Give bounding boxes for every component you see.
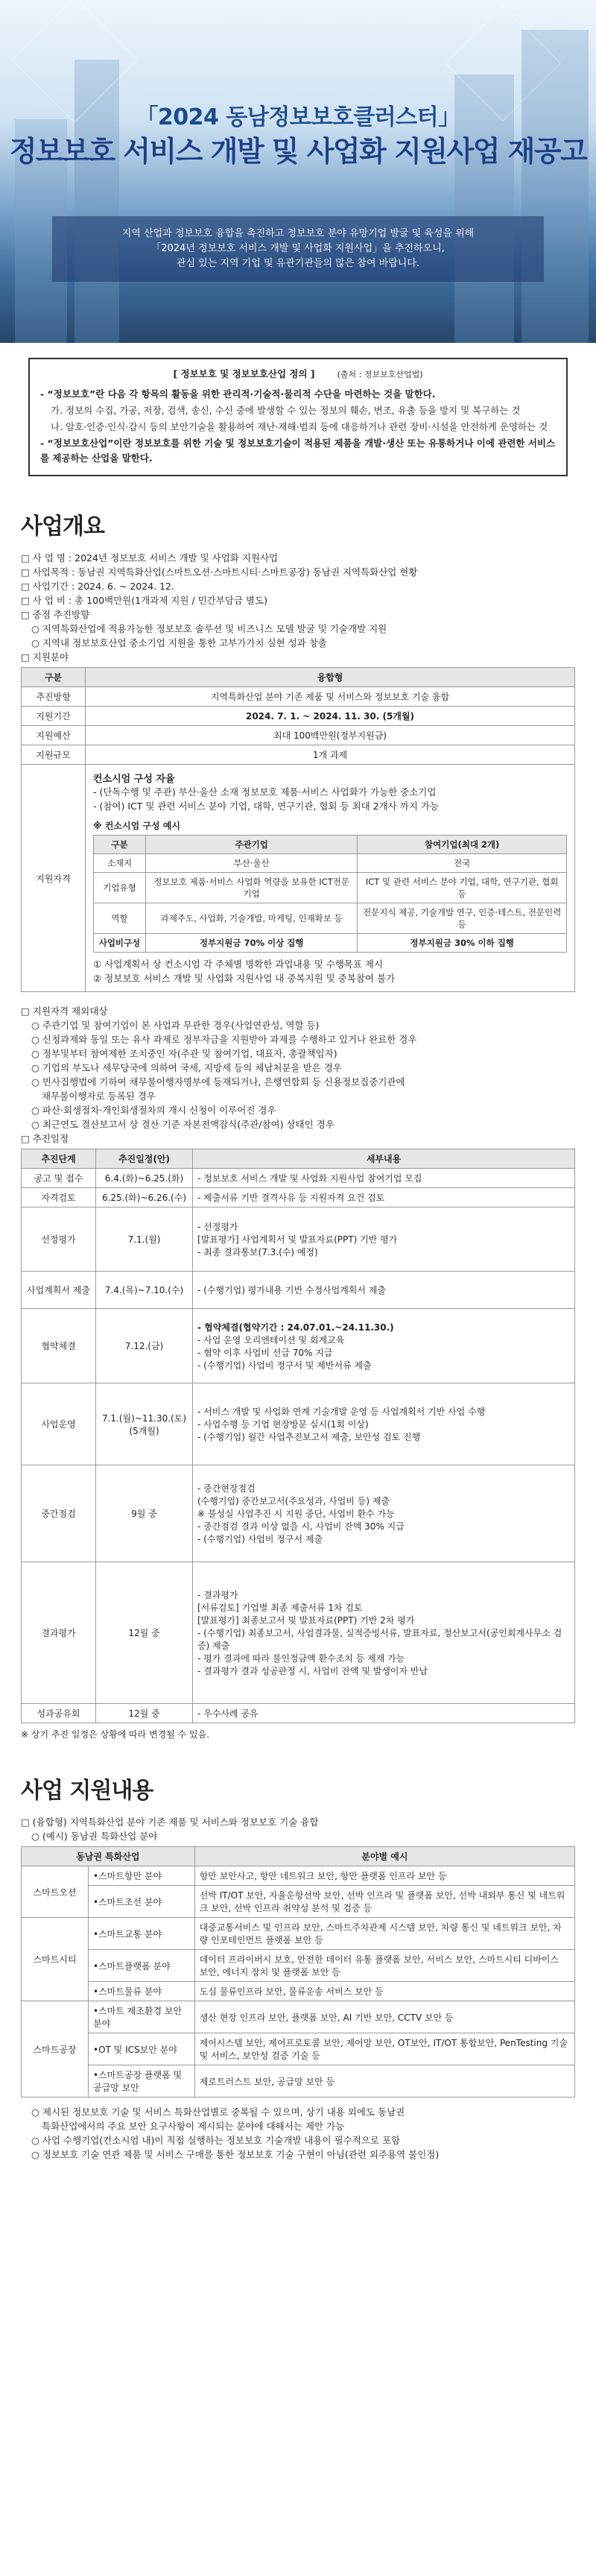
definition-line: 나. 암호·인증·인식·감시 등의 보안기술을 활용하여 재난·재해·범죄 등에 대응하거나 관련 장비·시설을 안전하게 운영하는 것: [51, 421, 548, 432]
hero-banner: [0, 0, 596, 343]
hero-description: 지역 산업과 정보보호 융합을 촉진하고 정보보호 분야 유망기업 발굴 및 육성을 위해 「2024년 정보보호 서비스 개발 및 사업화 지원사업」을 추진하오니, 관심 있는 지역 기업 및 유관기관들의 많은 참여 바랍니다.: [52, 216, 544, 282]
restrictions-block: □ 지원자격 제외대상 ○ 주관기업 및 참여기업이 본 사업과 무관한 경우(사업연관성, 역할 등) ○ 신청과제와 동일 또는 유사 과제로 정부자금을 지원받아 과제를 수행하고 있거나 완료한 경우 ○ 정부및부터 참여제한 조치중인 자(주관 및 참여기업, 대표자, 총괄책임자) ○ 기업의 부도나 세무당국에 의하여 국세, 지방세 등의 체납처분을 받은 경우 ○ 민사집행법에 기하여 채무불이행자명부에 등재되거나, 은행연합회 등 신용정보집중기관에 채무불이행자로 등록된 경우 ○ 파산·회생절차·개인회생절차의 개시 신청이 이루어진 경우 ○ 최근연도 결산보고서 상 결산 기준 자본전액잠식(주관/참여) 상태인 경우 □ 추진일정: [21, 1006, 417, 1144]
section-title-overview: 사업개요: [21, 514, 104, 540]
table-row: 공고 및 접수 6.4.(화)~6.25.(화) - 정보보호 서비스 개발 및 사업화 지원사업 참여기업 모집: [22, 1169, 575, 1188]
table-row: 선정평가 7.1.(월) - 선정평가 [발표평가] 사업계획서 및 발표자료(PPT) 기반 평가 - 최종 결과통보(7.3.(수) 예정): [22, 1208, 575, 1272]
overview-line: ○ 지역내 정보보호산업 중소기업 지원을 통한 고부가가치 실현 성과 창출: [31, 637, 327, 648]
table-row: 스마트시티 •스마트교통 분야 대중교통서비스 및 인프라 보안, 스마트주차관제 시스템 보안, 차량 통신 및 네트워크 보안, 차량 인포테인먼트 플랫폼 보안 등: [22, 1918, 575, 1950]
section-title-support: 사업 지원내용: [21, 1778, 153, 1804]
overview-line: □ 사업기간 : 2024. 6. ~ 2024. 12.: [21, 581, 174, 592]
table-row: 성과공유회 12월 중 - 우수사례 공유: [22, 1704, 575, 1723]
table-row: 자격검토 6.25.(화)~6.26.(수) - 제출서류 기반 결격사유 등 지원자격 요건 검토: [22, 1188, 575, 1208]
table-row: 스마트공장 •스마트 제조환경 보안 분야 생산 현장 인프라 보안, 플랫폼 보안, AI 기반 보안, CCTV 보안 등: [22, 2001, 575, 2033]
table-row: •스마트플랫폼 분야 데이터 프라이버시 보호, 안전한 데이터 유통 플랫폼 보안, 서비스 보안, 스마트시티 디바이스 보안, 에너지 장치 및 플랫폼 보안 등: [22, 1950, 575, 1982]
definition-line: 가. 정보의 수집, 가공, 저장, 검색, 송신, 수신 중에 발생할 수 있는 정보의 훼손, 변조, 유출 등을 방지 및 복구하는 것: [51, 405, 521, 416]
industry-table: 동남권 특화산업 분야별 예시 스마트오션 •스마트항만 분야 항만 보안사고, 항만 네트워크 보안, 항만 플랫폼 인프라 보안 등 •스마트조선 분야 선박 IT/OT 보안, 자율운항선박 보안, 선박 인프라 및 플랫폼 보안, 선박 내외부 통신 및 네트워크 보안, 선박 인프라 취약성 분석 및 검증 등 스마트시티 •스마트교통 분야 대중교통서비스 및 인프라 보안, 스마트주차관제 시스템 보안, 차량 통신 및 네트워크 보안, 차량 인포테인먼트 플랫폼 보안 등 •스마트플랫폼 분야 데이터 프라이버시 보호, 안전한 데이터 유통 플랫폼 보안, 서비스 보안, 스마트시티 디바이스 보안, 에너지 장치 및 플랫폼 보안 등 •스마트물류 분야 도심 물류인프라 보안, 물류운송 서비스 보안 등 스마트공장 •스마트 제조환경 보안 분야 생산 현장 인프라 보안, 플랫폼 보안, AI 기반 보안, CCTV 보안 등 •OT 및 ICS보안 분야 제어시스템 보안, 제어프로토콜 보안, 제어망 보안, OT보안, IT/OT 통합보안, PenTesting 기술 및 서비스, 보안성 검증 기술 등 •스마트공장 플랫폼 및 공급망 보안 제로트러스트 보안, 공급망 보안 등: [21, 1846, 575, 2097]
hero-subtitle: 「2024 동남정보보호클러스터」: [136, 104, 460, 130]
definition-line: - “정보보호산업”이란 정보보호를 위한 기술 및 정보보호기술이 적용된 제품을 개발·생산 또는 유통하거나 이에 관련한 서비스를 제공하는 산업을 말한다.: [40, 438, 556, 464]
overview-line: □ 지원분야: [21, 651, 69, 663]
hero-title: 정보보호 서비스 개발 및 사업화 지원사업 재공고: [9, 135, 587, 168]
overview-line: □ 사업목적 : 동남권 지역특화산업(스마트오션·스마트시티·스마트공장) 동남권 지역특화산업 현황: [21, 566, 418, 578]
table-row: 스마트오션 •스마트항만 분야 항만 보안사고, 항만 네트워크 보안, 항만 플랫폼 인프라 보안 등: [22, 1866, 575, 1886]
definition-source: (출처 : 정보보호산업법): [337, 370, 423, 379]
support-field-table: 구분 융합형 추진방향 지역특화산업 분야 기존 제품 및 서비스와 정보보호 기술 융합 지원기간 2024. 7. 1. ~ 2024. 11. 30. (5개월) 지원예산 최대 100백만원(정부지원금) 지원규모 1개 과제 지원자격 컨소시엄 구성 자율 - (단독수행 및 주관) 부산·울산 소재 정보보호 제품·서비스 사업화가 가능한 중소기업 - (참여) ICT 및 관련 서비스 분야 기업, 대학, 연구기관, 협회 등 최대 2개사 까지 가능 ※ 컨소시엄 구성 예시 구분 주관기업 참여기업(최대 2개) 소재지 부산·울산 전국 기업유형 정보보호 제품·서비스 사업화 역량을 보유한 ICT전문기업 ICT 및 관련 서비스 분야 기업, 대학, 연구기관, 협회 등 역할 과제주도, 사업화, 기술개발, 마케팅, 인재확보 등 전문지식 제공, 기술개발 연구, 인증·테스트, 전문인력 등 사업비구성 정부지원금 70% 이상 집행 정부지원금 30% 이하 집행 ① 사업계획서 상 컨소시엄 각 주체별 명확한 과업내용 및 수행목표 제시 ② 정보보호 서비스 개발 및 사업화 지원사업 내 중복지원 및 중복참여 불가: [21, 667, 575, 992]
definition-title: [ 정보보호 및 정보보호산업 정의 ]: [173, 368, 315, 379]
table-row: 사업계획서 제출 7.4.(목)~7.10.(수) - (수행기업) 평가내용 기반 수정사업계획서 제출: [22, 1272, 575, 1309]
table-row: 사업운영 7.1.(월)~11.30.(토) (5개월) - 서비스 개발 및 사업화 연계 기술개발 운영 등 사업계획서 기반 사업 수행 - 사업수행 등 기업 현장방문 실시(1회 이상) - (수행기업) 월간 사업추진보고서 제출, 보안성 검토 진행: [22, 1383, 575, 1465]
support-footnotes: ○ 제시된 정보보호 기술 및 서비스 특화산업별로 중복될 수 있으며, 상기 내용 외에도 동남권 특화산업에서의 주요 보안 요구사항이 제시되는 분야에 대해서는 제안 가능 ○ 사업 수행기업(컨소시엄 내)이 직접 실행하는 정보보호 기술개발 내용이 필수적으로 포함 ○ 정보보호 기술 연관 제품 및 서비스 구매를 통한 정보보호 기술 구현이 아님(관련 외주용역 불인정): [31, 2106, 440, 2160]
table-row: •OT 및 ICS보안 분야 제어시스템 보안, 제어프로토콜 보안, 제어망 보안, OT보안, IT/OT 통합보안, PenTesting 기술 및 서비스, 보안성 검증 기술 등: [22, 2033, 575, 2065]
table-row: 결과평가 12월 중 - 결과평가 [서류검토] 기업별 최종 제출서류 1차 검토 [발표평가] 최종보고서 및 발표자료(PPT) 기반 2차 평가 - (수행기업) 최종보고서, 사업결과물, 실적증빙서류, 발표자료, 정산보고서(공인회계사무소 검증) 제출 - 평가 결과에 따라 불인정금액 환수조치 등 제재 가능 - 결과평가 결과 성공판정 시, 사업비 잔액 및 발생이자 반납: [22, 1562, 575, 1704]
schedule-table: 추진단계 추진일정(안) 세부내용 공고 및 접수 6.4.(화)~6.25.(화) - 정보보호 서비스 개발 및 사업화 지원사업 참여기업 모집 자격검토 6.25.(화)~6.26.(수) - 제출서류 기반 결격사유 등 지원자격 요건 검토 선정평가 7.1.(월) - 선정평가 [발표평가] 사업계획서 및 발표자료(PPT) 기반 평가 - 최종 결과통보(7.3.(수) 예정) 사업계획서 제출 7.4.(목)~7.10.(수) - (수행기업) 평가내용 기반 수정사업계획서 제출 협약체결 7.12.(금) - 협약체결(협약기간 : 24.07.01.~24.11.30.) - 사업 운영 오리엔테이션 및 회계교육 - 협약 이후 사업비 선급 70% 지급 - (수행기업) 사업비 정구서 및 제반서류 제출 사업운영 7.1.(월)~11.30.(토) (5개월) - 서비스 개발 및 사업화 연계 기술개발 운영 등 사업계획서 기반 사업 수행 - 사업수행 등 기업 현장방문 실시(1회 이상) - (수행기업) 월간 사업추진보고서 제출, 보안성 검토 진행 중간점검 9월 중 - 중간현장점검 (수행기업) 중간보고서(주요성과, 사업비 등) 제출 ※ 불성실 사업추진 시 지원 중단, 사업비 환수 가능 - 중간점검 결과 이상 없을 시, 사업비 잔액 30% 지급 - (수행기업) 사업비 정구서 제출 결과평가 12월 중 - 결과평가 [서류검토] 기업별 최종 제출서류 1차 검토 [발표평가] 최종보고서 및 발표자료(PPT) 기반 2차 평가 - (수행기업) 최종보고서, 사업결과물, 실적증빙서류, 발표자료, 정산보고서(공인회계사무소 검증) 제출 - 평가 결과에 따라 불인정금액 환수조치 등 제재 가능 - 결과평가 결과 성공판정 시, 사업비 잔액 및 발생이자 반납 성과공유회 12월 중 - 우수사례 공유: [21, 1149, 575, 1723]
definition-line: - “정보보호”란 다음 각 항목의 활동을 위한 관리적·기술적·물리적 수단을 마련하는 것을 말한다.: [40, 388, 436, 400]
schedule-note: ※ 상기 추진 일정은 상황에 따라 변경될 수 있음.: [21, 1729, 210, 1740]
consortium-table: 구분 주관기업 참여기업(최대 2개) 소재지 부산·울산 전국 기업유형 정보보호 제품·서비스 사업화 역량을 보유한 ICT전문기업 ICT 및 관련 서비스 분야 기업, 대학, 연구기관, 협회 등 역할 과제주도, 사업화, 기술개발, 마케팅, 인재확보 등 전문지식 제공, 기술개발 연구, 인증·테스트, 전문인력 등 사업비구성 정부지원금 70% 이상 집행 정부지원금 30% 이하 집행: [93, 835, 567, 953]
overview-line: □ 사 업 명 : 2024년 정보보호 서비스 개발 및 사업화 지원사업: [21, 552, 279, 564]
overview-line: □ 중점 추진방향: [21, 609, 90, 620]
table-row: •스마트물류 분야 도심 물류인프라 보안, 물류운송 서비스 보안 등: [22, 1982, 575, 2001]
table-row: 중간점검 9월 중 - 중간현장점검 (수행기업) 중간보고서(주요성과, 사업비 등) 제출 ※ 불성실 사업추진 시 지원 중단, 사업비 환수 가능 - 중간점검 결과 이상 없을 시, 사업비 잔액 30% 지급 - (수행기업) 사업비 정구서 제출: [22, 1465, 575, 1562]
table-row: •스마트공장 플랫폼 및 공급망 보안 제로트러스트 보안, 공급망 보안 등: [22, 2065, 575, 2097]
definition-box: [28, 358, 568, 476]
overview-line: ○ 지역특화산업에 적용가능한 정보보호 솔루션 및 비즈니스 모델 발굴 및 기술개발 지원: [31, 623, 387, 634]
table-row: •스마트조선 분야 선박 IT/OT 보안, 자율운항선박 보안, 선박 인프라 및 플랫폼 보안, 선박 내외부 통신 및 네트워크 보안, 선박 인프라 취약성 분석 및 검증 등: [22, 1886, 575, 1918]
table-row: 협약체결 7.12.(금) - 협약체결(협약기간 : 24.07.01.~24.11.30.) - 사업 운영 오리엔테이션 및 회계교육 - 협약 이후 사업비 선급 70% 지급 - (수행기업) 사업비 정구서 및 제반서류 제출: [22, 1309, 575, 1383]
overview-line: □ 사 업 비 : 총 100백만원(1개과제 지원 / 민간부담금 별도): [21, 595, 267, 606]
